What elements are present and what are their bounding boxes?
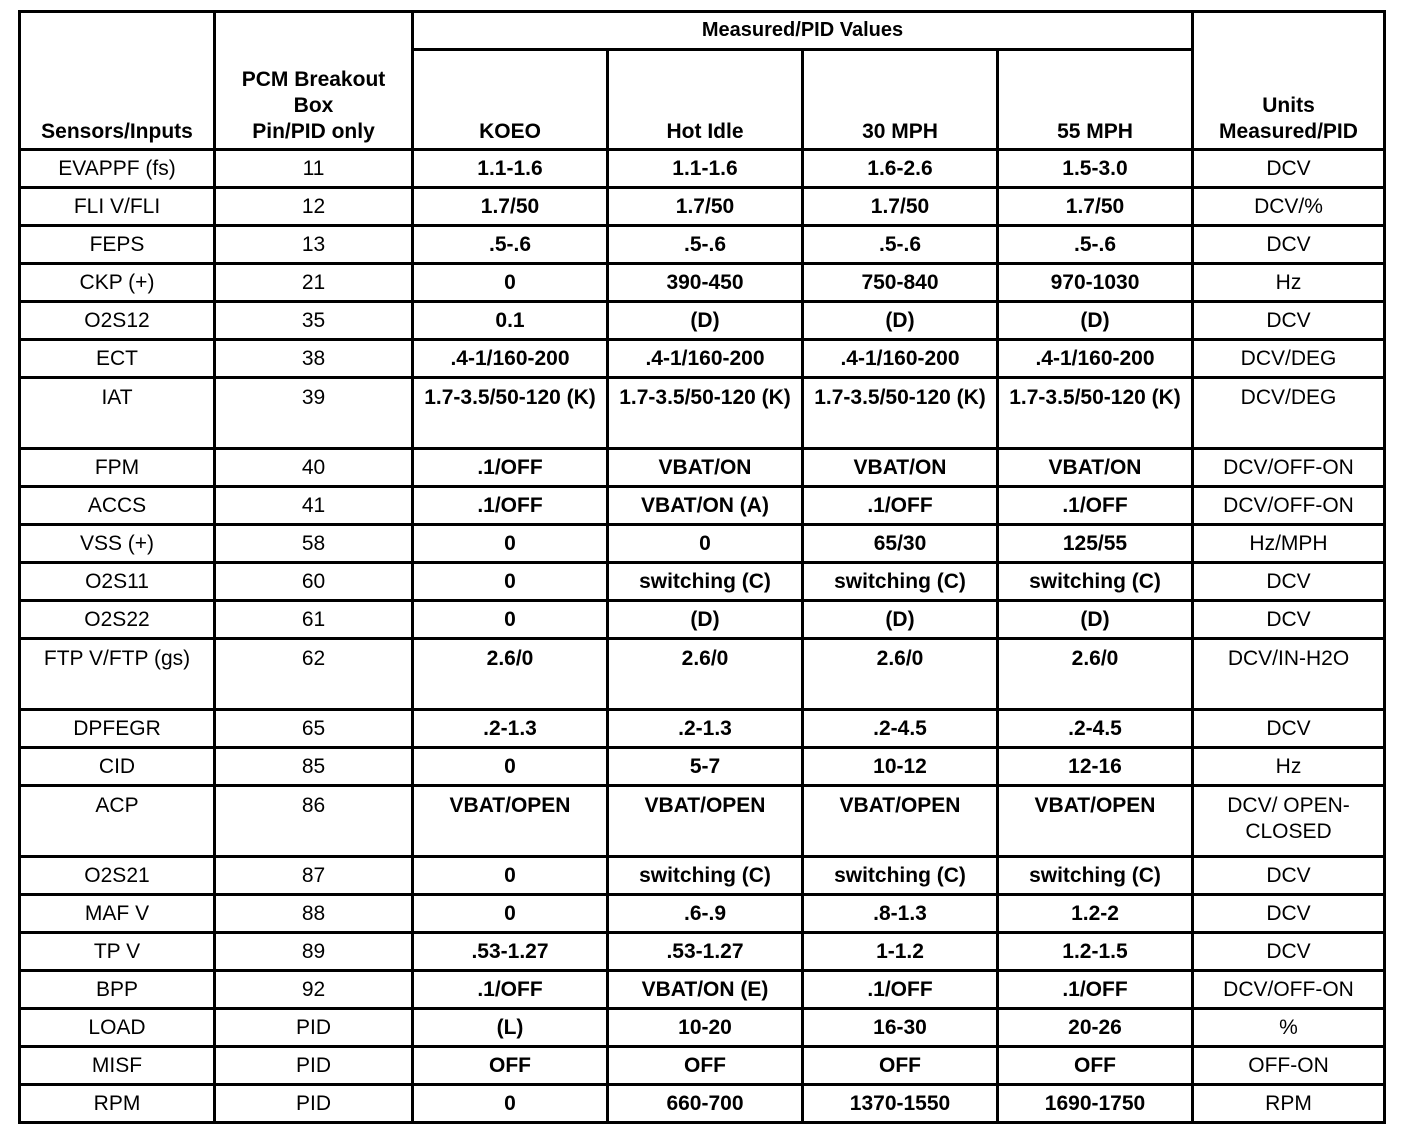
mph55-cell: .4-1/160-200 <box>998 340 1193 378</box>
table-row <box>20 933 1385 971</box>
koeo-cell: .5-.6 <box>413 226 608 264</box>
mph30-cell: 10-12 <box>803 748 998 786</box>
koeo-cell: 1.7-3.5/50-120 (K) <box>413 378 608 449</box>
header-pin-line-1: PCM Breakout <box>241 68 386 91</box>
hot-idle-cell: 5-7 <box>608 748 803 786</box>
header-pin-line-2: Box <box>293 94 334 117</box>
pin-cell: 35 <box>215 302 413 340</box>
koeo-cell: 0 <box>413 1085 608 1123</box>
koeo-cell: 1.7/50 <box>413 188 608 226</box>
pin-cell: PID <box>215 1047 413 1085</box>
units-cell: DCV/OFF-ON <box>1193 449 1385 487</box>
table-row <box>20 786 1385 857</box>
koeo-cell: 0 <box>413 525 608 563</box>
units-cell: DCV <box>1193 857 1385 895</box>
hot-idle-cell: .5-.6 <box>608 226 803 264</box>
hot-idle-cell: .53-1.27 <box>608 933 803 971</box>
units-cell: DCV/OFF-ON <box>1193 971 1385 1009</box>
mph30-cell: .5-.6 <box>803 226 998 264</box>
header-sensors-inputs: Sensors/Inputs <box>20 12 215 150</box>
hot-idle-cell: 1.1-1.6 <box>608 150 803 188</box>
sensor-cell: CID <box>20 748 215 786</box>
table-row <box>20 639 1385 710</box>
mph55-cell: .1/OFF <box>998 971 1193 1009</box>
table-row <box>20 971 1385 1009</box>
units-cell: OFF-ON <box>1193 1047 1385 1085</box>
mph30-cell: 1370-1550 <box>803 1085 998 1123</box>
sensor-cell: FPM <box>20 449 215 487</box>
table-row <box>20 226 1385 264</box>
koeo-cell: .1/OFF <box>413 971 608 1009</box>
sensor-cell: VSS (+) <box>20 525 215 563</box>
pin-cell: 58 <box>215 525 413 563</box>
koeo-cell: 2.6/0 <box>413 639 608 710</box>
hot-idle-cell: .2-1.3 <box>608 710 803 748</box>
pid-values-table <box>18 10 1386 1124</box>
pin-cell: 11 <box>215 150 413 188</box>
mph30-cell: .1/OFF <box>803 971 998 1009</box>
table-row <box>20 264 1385 302</box>
header-units-line-1: Units <box>1262 94 1315 117</box>
units-cell: DCV <box>1193 150 1385 188</box>
sensor-cell: FEPS <box>20 226 215 264</box>
sensor-cell: IAT <box>20 378 215 449</box>
koeo-cell: 0 <box>413 857 608 895</box>
hot-idle-cell: .4-1/160-200 <box>608 340 803 378</box>
mph30-cell: OFF <box>803 1047 998 1085</box>
sensor-cell: DPFEGR <box>20 710 215 748</box>
pin-cell: 13 <box>215 226 413 264</box>
hot-idle-cell: 10-20 <box>608 1009 803 1047</box>
table-row <box>20 1009 1385 1047</box>
pin-cell: 88 <box>215 895 413 933</box>
sensor-cell: FTP V/FTP (gs) <box>20 639 215 710</box>
mph55-cell: VBAT/OPEN <box>998 786 1193 857</box>
sensor-cell: FLI V/FLI <box>20 188 215 226</box>
header-pin-pid <box>215 12 413 150</box>
table-row <box>20 188 1385 226</box>
hot-idle-cell: 660-700 <box>608 1085 803 1123</box>
table-row <box>20 487 1385 525</box>
mph30-cell: .4-1/160-200 <box>803 340 998 378</box>
pin-cell: 87 <box>215 857 413 895</box>
header-55-mph: 55 MPH <box>998 49 1193 149</box>
hot-idle-cell: switching (C) <box>608 563 803 601</box>
mph30-cell: VBAT/ON <box>803 449 998 487</box>
hot-idle-cell: 0 <box>608 525 803 563</box>
pin-cell: 85 <box>215 748 413 786</box>
mph55-cell: 12-16 <box>998 748 1193 786</box>
hot-idle-cell: 390-450 <box>608 264 803 302</box>
mph55-cell: 1.5-3.0 <box>998 150 1193 188</box>
units-cell: DCV <box>1193 563 1385 601</box>
mph30-cell: 2.6/0 <box>803 639 998 710</box>
koeo-cell: 0 <box>413 748 608 786</box>
sensor-cell: BPP <box>20 971 215 1009</box>
units-cell: DCV <box>1193 302 1385 340</box>
sensor-cell: LOAD <box>20 1009 215 1047</box>
pin-cell: PID <box>215 1085 413 1123</box>
table-row <box>20 710 1385 748</box>
koeo-cell: OFF <box>413 1047 608 1085</box>
units-cell: DCV <box>1193 601 1385 639</box>
header-units-line-2: Measured/PID <box>1219 120 1358 143</box>
hot-idle-cell: VBAT/ON <box>608 449 803 487</box>
sensor-cell: TP V <box>20 933 215 971</box>
koeo-cell: .4-1/160-200 <box>413 340 608 378</box>
mph55-cell: OFF <box>998 1047 1193 1085</box>
pin-cell: 39 <box>215 378 413 449</box>
sensor-cell: O2S11 <box>20 563 215 601</box>
mph30-cell: (D) <box>803 601 998 639</box>
mph55-cell: 1.2-1.5 <box>998 933 1193 971</box>
mph30-cell: .8-1.3 <box>803 895 998 933</box>
mph30-cell: .2-4.5 <box>803 710 998 748</box>
pin-cell: 40 <box>215 449 413 487</box>
hot-idle-cell: 1.7-3.5/50-120 (K) <box>608 378 803 449</box>
pin-cell: PID <box>215 1009 413 1047</box>
sensor-cell: O2S12 <box>20 302 215 340</box>
koeo-cell: (L) <box>413 1009 608 1047</box>
pin-cell: 92 <box>215 971 413 1009</box>
units-cell: DCV/% <box>1193 188 1385 226</box>
units-cell: Hz/MPH <box>1193 525 1385 563</box>
pin-cell: 12 <box>215 188 413 226</box>
mph30-cell: 1.7/50 <box>803 188 998 226</box>
mph55-cell: switching (C) <box>998 563 1193 601</box>
koeo-cell: .53-1.27 <box>413 933 608 971</box>
units-cell: DCV <box>1193 710 1385 748</box>
hot-idle-cell: (D) <box>608 601 803 639</box>
header-pin-line-3: Pin/PID only <box>252 120 375 143</box>
mph55-cell: VBAT/ON <box>998 449 1193 487</box>
header-hot-idle: Hot Idle <box>608 49 803 149</box>
pin-cell: 61 <box>215 601 413 639</box>
mph55-cell: 970-1030 <box>998 264 1193 302</box>
sensor-cell: ACP <box>20 786 215 857</box>
mph55-cell: 125/55 <box>998 525 1193 563</box>
mph55-cell: 1.7/50 <box>998 188 1193 226</box>
hot-idle-cell: OFF <box>608 1047 803 1085</box>
units-cell: DCV <box>1193 895 1385 933</box>
koeo-cell: .2-1.3 <box>413 710 608 748</box>
mph30-cell: .1/OFF <box>803 487 998 525</box>
koeo-cell: .1/OFF <box>413 449 608 487</box>
header-row-group <box>20 12 1385 50</box>
hot-idle-cell: switching (C) <box>608 857 803 895</box>
koeo-cell: VBAT/OPEN <box>413 786 608 857</box>
pin-cell: 86 <box>215 786 413 857</box>
koeo-cell: 0 <box>413 601 608 639</box>
koeo-cell: 0 <box>413 563 608 601</box>
table-row <box>20 857 1385 895</box>
table-container <box>18 10 1386 1124</box>
mph55-cell: .1/OFF <box>998 487 1193 525</box>
mph55-cell: (D) <box>998 601 1193 639</box>
mph30-cell: switching (C) <box>803 563 998 601</box>
table-row <box>20 748 1385 786</box>
units-cell: Hz <box>1193 748 1385 786</box>
koeo-cell: 0.1 <box>413 302 608 340</box>
units-cell: DCV <box>1193 933 1385 971</box>
table-row <box>20 302 1385 340</box>
pin-cell: 89 <box>215 933 413 971</box>
sensor-cell: ECT <box>20 340 215 378</box>
koeo-cell: .1/OFF <box>413 487 608 525</box>
hot-idle-cell: 1.7/50 <box>608 188 803 226</box>
sensor-cell: EVAPPF (fs) <box>20 150 215 188</box>
hot-idle-cell: VBAT/ON (E) <box>608 971 803 1009</box>
mph55-cell: 1.2-2 <box>998 895 1193 933</box>
table-row <box>20 449 1385 487</box>
table-row <box>20 895 1385 933</box>
table-row <box>20 150 1385 188</box>
mph30-cell: 65/30 <box>803 525 998 563</box>
pin-cell: 21 <box>215 264 413 302</box>
units-cell: DCV/OFF-ON <box>1193 487 1385 525</box>
mph30-cell: 16-30 <box>803 1009 998 1047</box>
table-row <box>20 378 1385 449</box>
koeo-cell: 0 <box>413 895 608 933</box>
mph55-cell: 2.6/0 <box>998 639 1193 710</box>
units-cell: DCV/DEG <box>1193 340 1385 378</box>
mph55-cell: .2-4.5 <box>998 710 1193 748</box>
units-cell: % <box>1193 1009 1385 1047</box>
units-cell: RPM <box>1193 1085 1385 1123</box>
mph30-cell: 1-1.2 <box>803 933 998 971</box>
header-units <box>1193 12 1385 150</box>
sensor-cell: MAF V <box>20 895 215 933</box>
sensor-cell: ACCS <box>20 487 215 525</box>
table-row <box>20 525 1385 563</box>
mph55-cell: 1.7-3.5/50-120 (K) <box>998 378 1193 449</box>
mph55-cell: 1690-1750 <box>998 1085 1193 1123</box>
sensor-cell: CKP (+) <box>20 264 215 302</box>
hot-idle-cell: VBAT/OPEN <box>608 786 803 857</box>
mph30-cell: VBAT/OPEN <box>803 786 998 857</box>
sensor-cell: MISF <box>20 1047 215 1085</box>
header-measured-pid-values: Measured/PID Values <box>413 12 1193 50</box>
mph55-cell: (D) <box>998 302 1193 340</box>
units-cell: DCV/ OPEN-CLOSED <box>1193 786 1385 857</box>
pin-cell: 60 <box>215 563 413 601</box>
sensor-cell: O2S21 <box>20 857 215 895</box>
units-cell: DCV/DEG <box>1193 378 1385 449</box>
table-row <box>20 1047 1385 1085</box>
pin-cell: 65 <box>215 710 413 748</box>
koeo-cell: 1.1-1.6 <box>413 150 608 188</box>
mph55-cell: switching (C) <box>998 857 1193 895</box>
koeo-cell: 0 <box>413 264 608 302</box>
mph30-cell: switching (C) <box>803 857 998 895</box>
pin-cell: 62 <box>215 639 413 710</box>
hot-idle-cell: VBAT/ON (A) <box>608 487 803 525</box>
mph55-cell: 20-26 <box>998 1009 1193 1047</box>
mph30-cell: 750-840 <box>803 264 998 302</box>
mph30-cell: 1.7-3.5/50-120 (K) <box>803 378 998 449</box>
units-cell: DCV/IN-H2O <box>1193 639 1385 710</box>
table-row <box>20 1085 1385 1123</box>
pin-cell: 41 <box>215 487 413 525</box>
header-koeo: KOEO <box>413 49 608 149</box>
table-row <box>20 563 1385 601</box>
units-cell: DCV <box>1193 226 1385 264</box>
units-cell: Hz <box>1193 264 1385 302</box>
mph30-cell: (D) <box>803 302 998 340</box>
hot-idle-cell: (D) <box>608 302 803 340</box>
hot-idle-cell: 2.6/0 <box>608 639 803 710</box>
table-body <box>20 150 1385 1123</box>
hot-idle-cell: .6-.9 <box>608 895 803 933</box>
pin-cell: 38 <box>215 340 413 378</box>
mph30-cell: 1.6-2.6 <box>803 150 998 188</box>
table-row <box>20 601 1385 639</box>
sensor-cell: RPM <box>20 1085 215 1123</box>
table-row <box>20 340 1385 378</box>
header-30-mph: 30 MPH <box>803 49 998 149</box>
sensor-cell: O2S22 <box>20 601 215 639</box>
mph55-cell: .5-.6 <box>998 226 1193 264</box>
